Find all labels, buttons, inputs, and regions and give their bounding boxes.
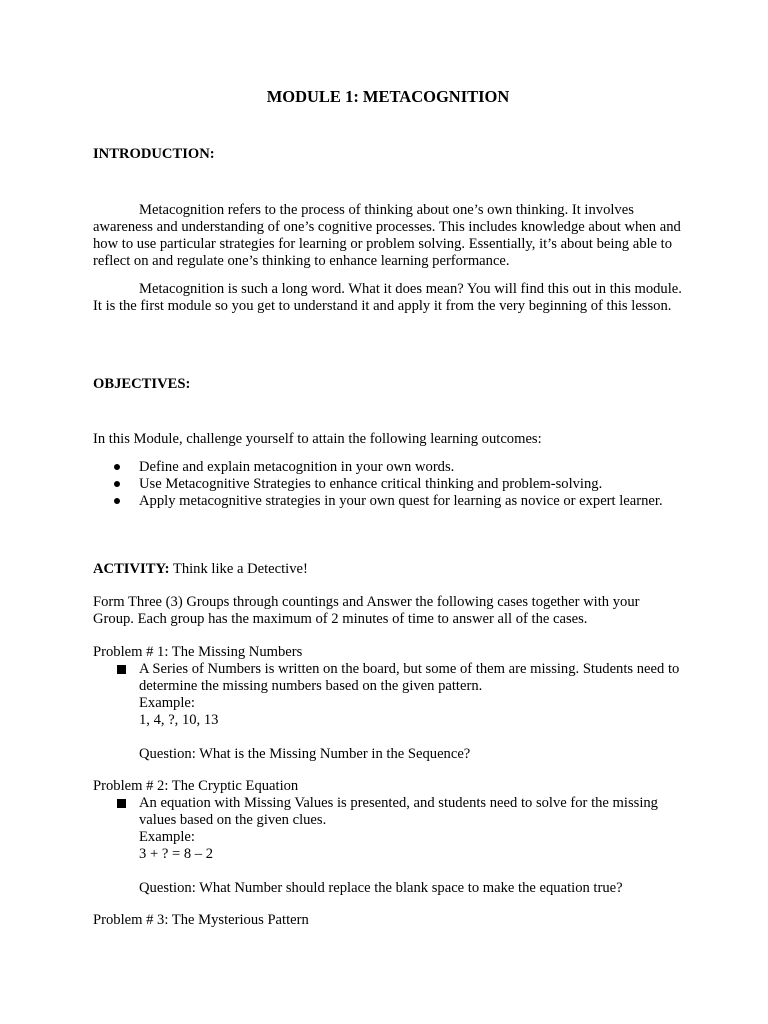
example-label: Example: (139, 695, 195, 711)
problem-question: Question: What is the Missing Number in the Sequence? (139, 746, 471, 762)
activity-instructions: Form Three (3) Groups through countings and Answer the following cases together with your Group. Each group has the maximum of 2 minutes of time to answer all of the cases. (93, 594, 640, 627)
list-item: Use Metacognitive Strategies to enhance critical thinking and problem-solving. (93, 476, 683, 493)
bullet-icon (114, 464, 120, 470)
problem-title: Problem # 3: The Mysterious Pattern (93, 912, 309, 928)
problem-description: A Series of Numbers is written on the board, but some of them are missing. Students need to determine the missing numbers based on the given pattern. (139, 661, 680, 694)
problem-description: An equation with Missing Values is presented, and students need to solve for the missing values based on the given clues. (139, 795, 658, 828)
activity-heading-line (93, 561, 683, 578)
problem-1 (93, 644, 683, 763)
list-item: Apply metacognitive strategies in your own quest for learning as novice or expert learner. (93, 493, 683, 510)
example-value: 3 + ? = 8 – 2 (139, 846, 214, 862)
problem-title: Problem # 2: The Cryptic Equation (93, 778, 299, 794)
bullet-icon (114, 481, 120, 487)
introduction-paragraph: Metacognition is such a long word. What it does mean? You will find this out in this module. It is the first module so you get to understand it and apply it from the very beginning of this lesson. (93, 281, 682, 314)
introduction-section (93, 202, 683, 315)
objectives-heading: OBJECTIVES: (93, 376, 191, 392)
objectives-list (93, 459, 683, 510)
square-bullet-icon (117, 665, 126, 674)
page-title: MODULE 1: METACOGNITION (266, 87, 510, 106)
problem-body (93, 795, 683, 897)
activity-subtitle: Think like a Detective! (169, 561, 308, 577)
bullet-icon (114, 498, 120, 504)
list-item: Define and explain metacognition in your own words. (93, 459, 683, 476)
activity-heading: ACTIVITY: (93, 561, 170, 577)
problem-title: Problem # 1: The Missing Numbers (93, 644, 303, 660)
problem-body (93, 661, 683, 763)
example-label: Example: (139, 829, 195, 845)
problem-2 (93, 778, 683, 897)
square-bullet-icon (117, 799, 126, 808)
introduction-heading: INTRODUCTION: (93, 146, 215, 162)
introduction-paragraph: Metacognition refers to the process of thinking about one’s own thinking. It involves awareness and understanding of one’s cognitive processes. This includes knowledge about when and how to use particular strategies for learning or problem solving. Essentially, it’s about being able to reflect on and regulate one’s thinking to enhance learning performance. (93, 202, 681, 269)
objectives-intro: In this Module, challenge yourself to attain the following learning outcomes: (93, 431, 542, 447)
example-value: 1, 4, ?, 10, 13 (139, 712, 219, 728)
problem-3 (93, 912, 683, 929)
problem-question: Question: What Number should replace the blank space to make the equation true? (139, 880, 623, 896)
